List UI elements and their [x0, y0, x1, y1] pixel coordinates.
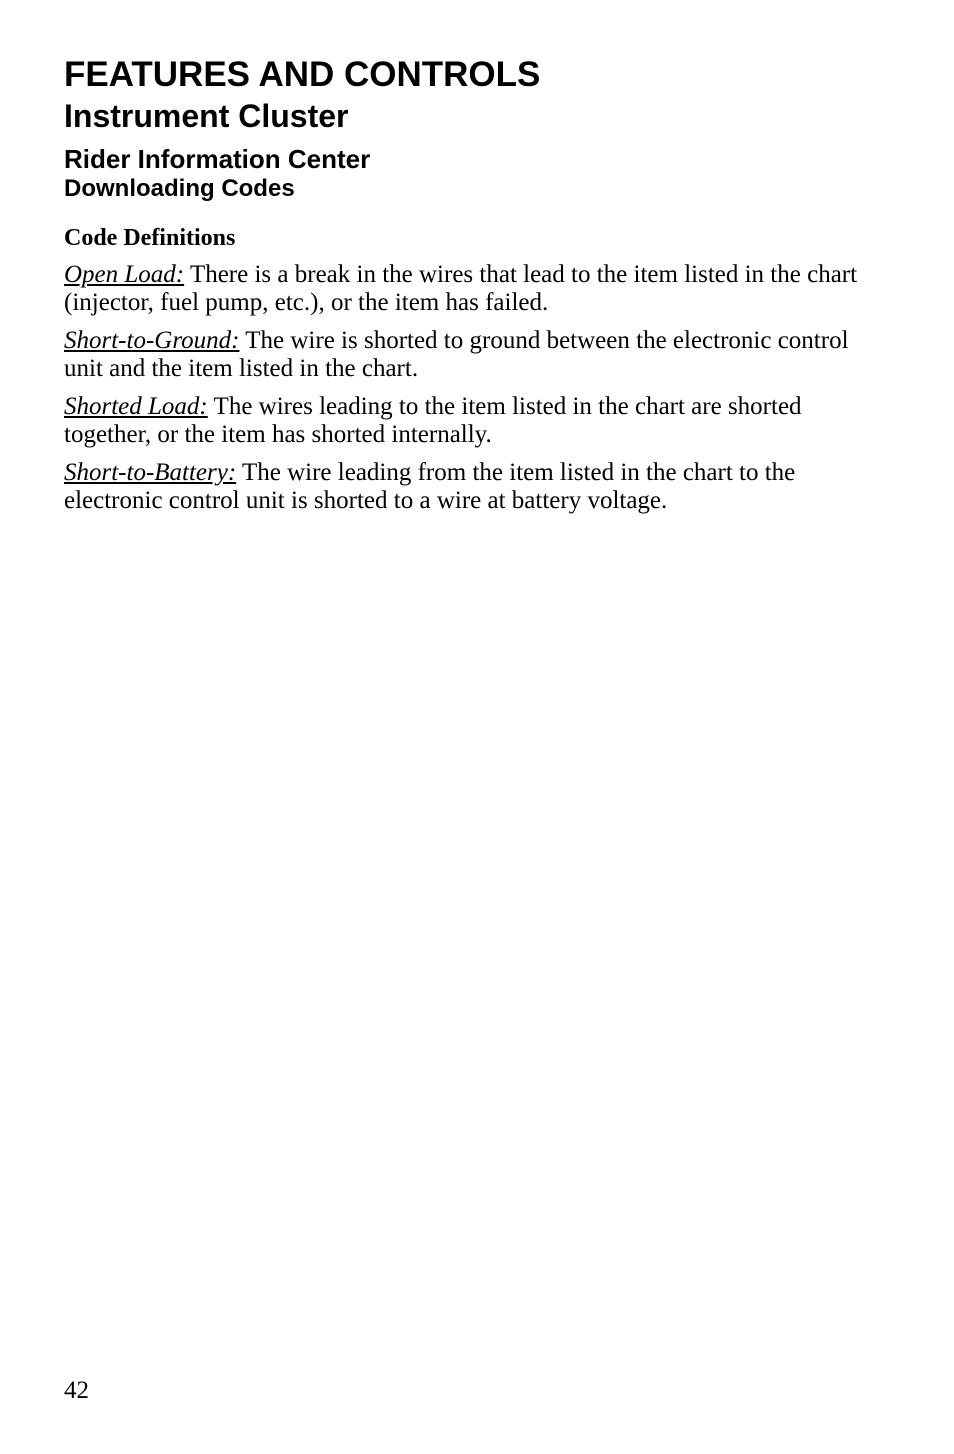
topic-title: Downloading Codes — [64, 175, 295, 202]
definition-term: Short-to-Ground: — [64, 327, 240, 354]
definition-term: Shorted Load: — [64, 393, 208, 420]
definition-text: The wire is shorted to ground between the electronic control unit and the item listed in the chart. — [64, 327, 849, 382]
code-definitions-heading: Code Definitions — [64, 225, 236, 251]
section-title: Instrument Cluster — [64, 98, 349, 134]
definition-open-load — [64, 261, 884, 317]
chapter-title: FEATURES AND CONTROLS — [64, 55, 541, 94]
definition-term: Open Load: — [64, 261, 185, 288]
page-content — [64, 54, 884, 525]
definition-shorted-load — [64, 393, 884, 449]
subsection-title: Rider Information Center — [64, 144, 371, 174]
definition-text: The wire leading from the item listed in the chart to the electronic control unit is shorted to a wire at battery voltage. — [64, 459, 796, 514]
definition-term: Short-to-Battery: — [64, 459, 237, 486]
definition-text: The wires leading to the item listed in the chart are shorted together, or the item has shorted internally. — [64, 393, 802, 448]
definition-short-to-ground — [64, 327, 884, 383]
page-number: 42 — [64, 1377, 89, 1404]
definition-short-to-battery — [64, 459, 884, 515]
definition-text: There is a break in the wires that lead to the item listed in the chart (injector, fuel pump, etc.), or the item has failed. — [64, 261, 858, 316]
